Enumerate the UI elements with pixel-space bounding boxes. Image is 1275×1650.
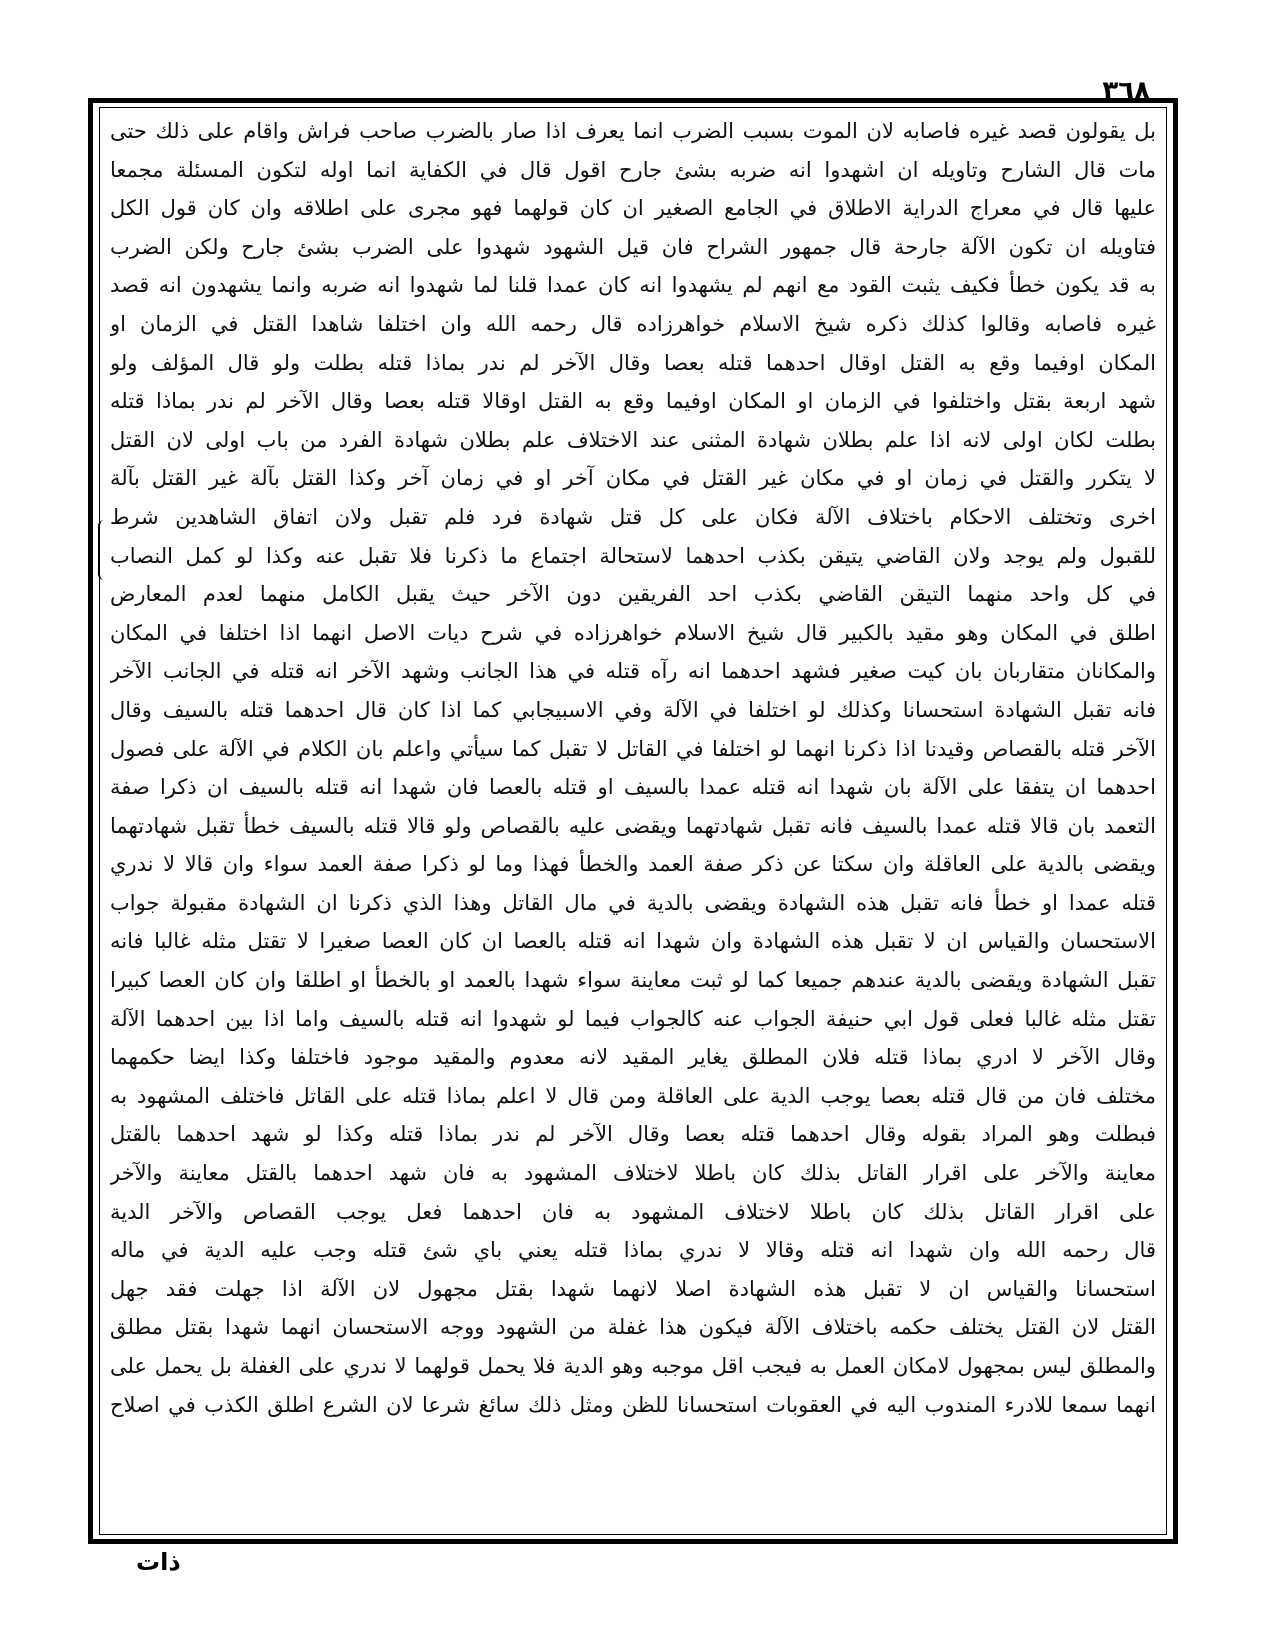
text-line: فانه تقبل الشهادة استحسانا وكذلك لو اختلفا في الآلة وفي الاسبيجابي كما اذا كان قال احدهما قتله بالسيف وقال	[110, 697, 1156, 722]
text-line: على اقرار القاتل بذلك كان باطلا لاختلاف المشهود به فان احدهما فعل يوجب القصاص والآخر الدية	[110, 1199, 1156, 1224]
text-line: فتاويله ان تكون الآلة جارحة قال جمهور الشراح فان قيل الشهود شهدوا على الضرب بشئ جارح ولكن الضرب	[110, 234, 1156, 259]
text-line: القتل لان القتل يختلف حكمه باختلاف الآلة فيكون هذا غفلة من الشهود ووجه الاستحسان انهما شهدا بقتل مطلق	[110, 1315, 1156, 1340]
text-line: شهد اربعة بقتل واختلفوا في الزمان او المكان اوفيما وقع به القتل اوقالا قتله بعصا وقال الآخر لم ندر بماذا قتله	[110, 389, 1156, 414]
text-line: معاينة والآخر على اقرار القاتل بذلك كان باطلا لاختلاف المشهود به فان شهد احدهما بالقتل معاينة والآخر	[110, 1161, 1156, 1186]
text-line: قتله عمدا او خطأ فانه تقبل هذه الشهادة ويقضى بالدية في مال القاتل وهذا الذي ذكرنا ان الشهادة مقبولة جواب	[110, 890, 1156, 915]
text-line: مختلف فان من قال قتله بعصا يوجب الدية على العاقلة ومن قال لا اعلم بماذا قتله على القاتل فاختلف المشهود به	[110, 1083, 1156, 1108]
text-line: فبطلت وهو المراد بقوله وقال احدهما قتله بعصا وقال الآخر لم ندر بماذا قتله وكذا لو شهد احدهما بالقتل	[110, 1122, 1156, 1147]
text-line: في كل واحد منهما التيقن القاضي بكذب احد الفريقين دون الآخر حيث يقبل الكامل منهما لعدم المعارض	[110, 582, 1156, 607]
text-line	[110, 1424, 1156, 1463]
text-line: اطلق في المكان وهو مقيد بالكبير قال شيخ الاسلام خواهرزاده في شرح ديات الاصل انهما اذا اختلفا في المكان	[110, 620, 1156, 645]
text-line: احدهما ان يتفقا على الآلة بان شهدا انه قتله عمدا بالسيف او قتله بالعصا فان شهدا انه قتله بالسيف ان ذكرا صفة	[110, 775, 1156, 800]
text-line: المكان اوفيما وقع به القتل اوقال احدهما قتله بعصا وقال الآخر لم ندر بماذا قتله بطلت ولو قال المؤلف ولو	[110, 350, 1156, 375]
text-line: تقتل مثله غالبا فعلى قول ابي حنيفة الجواب عنه كالجواب فيما لو شهدوا انه قتله بالسيف واما اذا بين احدهما الآلة	[110, 1006, 1156, 1031]
text-line: والمكانان متقاربان بان كيت صغير فشهد احدهما انه رآه قتله في هذا الجانب وشهد الآخر انه قتله في الجانب الآخر	[110, 659, 1156, 684]
catchword: ذات	[136, 1548, 181, 1576]
text-line: وقال الآخر لا ادري بماذا قتله فلان المطلق يغاير المقيد لانه معدوم والمقيد موجود فاختلفا وكذا ايضا حكمهما	[110, 1045, 1156, 1070]
text-line	[110, 1463, 1156, 1502]
text-body	[110, 112, 1156, 1532]
text-line: عليها قال في معراج الدراية الاطلاق في الجامع الصغير ان كان قولهما فهو مجرى على اطلاقه وان كان قول الكل	[110, 196, 1156, 221]
text-line: مات قال الشارح وتاويله ان اشهدوا انه ضربه بشئ جارح اقول قال في الكفاية انما اوله لتكون المسئلة مجمعا	[110, 157, 1156, 182]
text-line: الاستحسان والقياس ان لا تقبل هذه الشهادة وان شهدا انه قتله بالعصا ان كان العصا صغيرا لا تقتل مثله غالبا فانه	[110, 929, 1156, 954]
text-line: ويقضى بالدية على العاقلة وان سكتا عن ذكر صفة العمد والخطأ فهذا وما لو ذكرا صفة العمد سواء وان قالا لا ندري	[110, 852, 1156, 877]
text-line: للقبول ولم يوجد ولان القاضي يتيقن بكذب احدهما لاستحالة اجتماع ما ذكرنا فلا تقبل عنه وكذا لو كمل النصاب	[110, 543, 1156, 568]
text-line: تقبل الشهادة ويقضى بالدية عندهم جميعا كما لو ثبت معاينة سواء شهدا بالعمد او بالخطأ او اطلقا وان كان العصا كبيرا	[110, 968, 1156, 993]
text-line: والمطلق ليس بمجهول لامكان العمل به فيجب اقل موجبه وهو الدية فلا يحمل قولهما لا ندري على الغفلة بل يحمل على	[110, 1354, 1156, 1378]
text-line: انهما سمعا للادرء المندوب اليه في العقوبات استحسانا للظن ومثل ذلك سائغ شرعا لان الشرع اطلق الكذب في اصلاح	[110, 1392, 1156, 1417]
text-line: بل يقولون قصد غيره فاصابه لان الموت بسبب الضرب انما يعرف اذا صار بالضرب صاحب فراش واقام على ذلك حتى	[110, 119, 1156, 143]
text-line: اخرى وتختلف الاحكام باختلاف الآلة فكان على كل قتل شهادة فرد فلم تقبل ولان اتفاق الشاهدين شرط	[110, 504, 1156, 529]
text-line: قال رحمه الله وان شهدا انه قتله وقالا لا ندري بماذا قتله يعني باي شئ قتله وجب عليه الدية في ماله	[110, 1238, 1156, 1263]
margin-bracket	[98, 520, 110, 580]
text-line: بطلت لكان اولى لانه اذا علم بطلان شهادة المثنى عند الاختلاف علم بطلان شهادة الفرد من باب اولى لان القتل	[110, 427, 1156, 452]
text-line: لا يتكرر والقتل في زمان او في مكان غير القتل في مكان آخر او في زمان آخر وكذا القتل بآلة غير القتل بآلة	[110, 466, 1156, 491]
text-line: به قد يكون خطأ فكيف يثبت القود مع انهم لم يشهدوا انه كان عمدا قلنا لما شهدوا انه ضربه وانما يشهدون انه قصد	[110, 273, 1156, 298]
text-line: غيره فاصابه وقالوا كذلك ذكره شيخ الاسلام خواهرزاده قال رحمه الله وان اختلفا شاهدا القتل في الزمان او	[110, 311, 1156, 336]
text-line: التعمد بان قالا قتله عمدا بالسيف فانه تقبل شهادتهما ويقضى عليه بالقصاص ولو قالا قتله بالسيف خطأ تقبل شهادتهما	[110, 813, 1156, 838]
text-line: الآخر قتله بالقصاص وقيدنا اذا ذكرنا انهما لو اختلفا في القاتل لا تقبل كما سيأتي واعلم بان الكلام في الآلة على فصول	[110, 736, 1156, 761]
text-line: استحسانا والقياس ان لا تقبل هذه الشهادة اصلا لانهما شهدا بقتل مجهول لان الآلة اذا جهلت فقد جهل	[110, 1276, 1156, 1301]
page-number: ٣٦٨	[1102, 76, 1150, 106]
